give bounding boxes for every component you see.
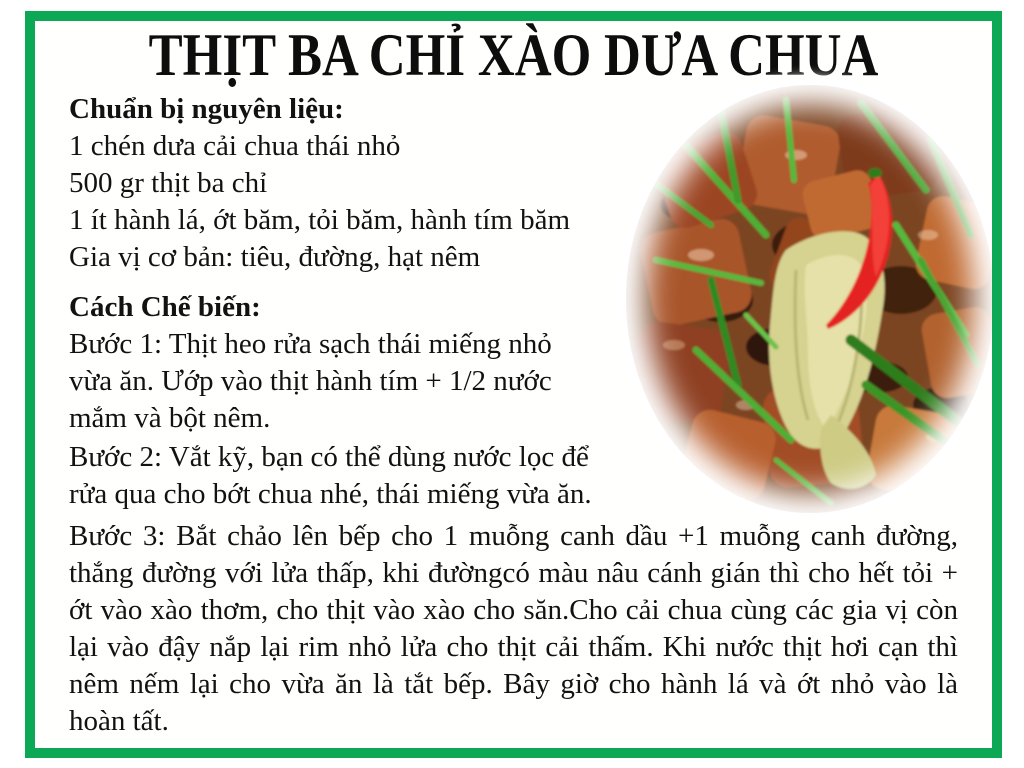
step1-line: mắm và bột nêm. — [69, 402, 271, 434]
ingredient-line: 1 chén dưa cải chua thái nhỏ — [69, 130, 401, 162]
ingredient-line: Gia vị cơ bản: tiêu, đường, hạt nêm — [69, 241, 481, 273]
ingredients-heading: Chuẩn bị nguyên liệu: — [69, 93, 344, 125]
ingredient-line: 500 gr thịt ba chỉ — [69, 167, 268, 199]
recipe-content — [35, 21, 992, 748]
page-title: THỊT BA CHỈ XÀO DƯA CHUA — [148, 22, 879, 88]
step3-paragraph: Bước 3: Bắt chảo lên bếp cho 1 muỗng canh dầu +1 muỗng canh đường, thắng đường với lửa thấp, khi đườngcó màu nâu cánh gián thì cho hết tỏi + ớt vào xào thơm, cho thịt vào xào cho săn.Cho cải chua cùng các gia vị còn lại vào đậy nắp lại rim nhỏ lửa cho thịt cải thấm. Khi nước thịt hơi cạn thì nêm nếm lại cho vừa ăn là tắt bếp. Bây giờ cho hành lá và ớt nhỏ vào là hoàn tất. — [69, 520, 958, 737]
step2-line: Bước 2: Vắt kỹ, bạn có thể dùng nước lọc để — [69, 441, 589, 473]
recipe-card — [25, 11, 1002, 758]
method-heading: Cách Chế biến: — [69, 291, 261, 323]
step2-line: rửa qua cho bớt chua nhé, thái miếng vừa ăn. — [69, 478, 592, 510]
step1-line: Bước 1: Thịt heo rửa sạch thái miếng nhỏ — [69, 328, 552, 360]
step1-line: vừa ăn. Ướp vào thịt hành tím + 1/2 nước — [69, 365, 552, 397]
ingredient-line: 1 ít hành lá, ớt băm, tỏi băm, hành tím băm — [69, 204, 571, 236]
